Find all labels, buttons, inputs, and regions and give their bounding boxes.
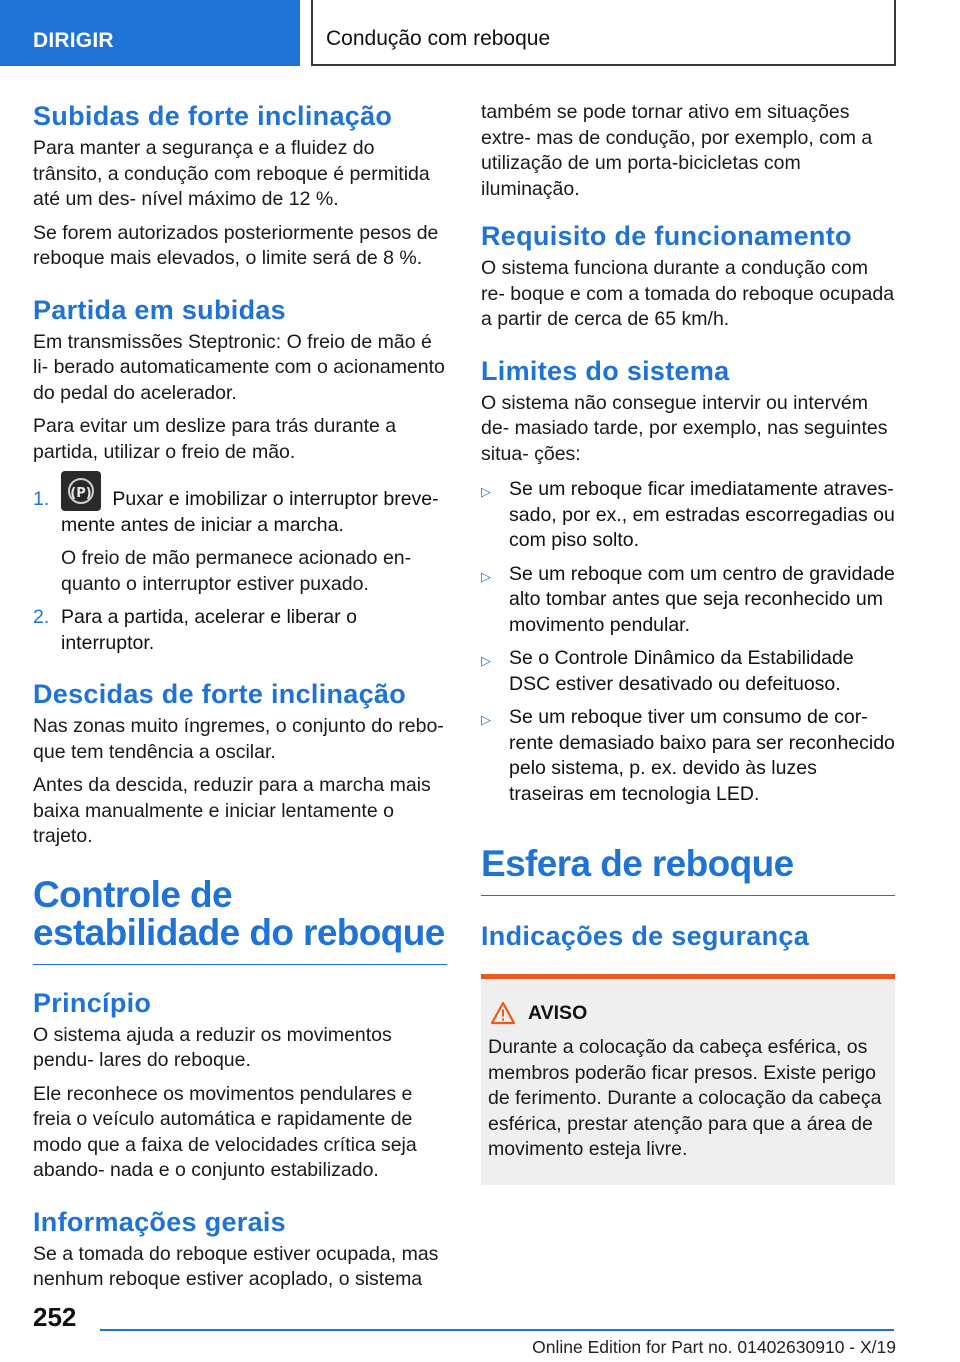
list-item-text: Se um reboque tiver um consumo de cor‐ rente demasiado baixo para ser reconhecido pelo sistema, p. ex. devido às luzes traseiras em tecnologia LED. [509,706,895,805]
step-text: Para a partida, acelerar e liberar o interruptor. [61,606,357,654]
step-number: 1. [33,488,50,510]
paragraph: Nas zonas muito íngremes, o conjunto do rebo‐ que tem tendência a oscilar. [33,715,444,763]
warning-triangle-icon [490,1001,516,1025]
step-text: Puxar e imobilizar o interruptor breve‐ mente antes de iniciar a marcha. [61,488,439,536]
paragraph: O sistema não consegue intervir ou intervém de‐ masiado tarde, por exemplo, nas seguintes situa‐ ções: [481,391,888,465]
triangle-bullet-icon: ▷ [481,568,491,584]
triangle-bullet-icon: ▷ [481,653,491,668]
parking-brake-icon: (P) [61,471,101,511]
paragraph: também se pode tornar ativo em situações extre‐ mas de condução, por exemplo, com a utilização de um porta-bicicletas com iluminação. [481,101,873,200]
list-item [481,705,895,807]
step-item [33,487,447,538]
right-column [481,100,895,1185]
heading-esfera: Esfera de reboque [481,845,895,896]
step-subtext: O freio de mão permanece acionado en‐ quanto o interruptor estiver puxado. [61,547,412,595]
heading-partida: Partida em subidas [33,294,286,325]
heading-principio: Princípio [33,987,152,1018]
header-title: Condução com reboque [326,27,551,50]
paragraph: Ele reconhece os movimentos pendulares e freia o veículo automática e rapidamente de modo que a faixa de velocidades crítica seja abando‐ nada e o conjunto estabilizado. [33,1082,417,1181]
list-item [481,562,895,639]
page-number: 252 [33,1302,77,1332]
warning-box [481,974,895,1185]
triangle-bullet-icon: ▷ [481,484,491,499]
list-item-text: Se um reboque com um centro de gravidade alto tombar antes que seja reconhecido um movimento pendular. [509,562,895,636]
step-number: 2. [33,606,50,628]
heading-indicacoes: Indicações de segurança [481,921,810,951]
paragraph: O sistema funciona durante a condução com re‐ boque e com a tomada do reboque ocupada a partir de cerca de 65 km/h. [481,257,895,330]
step-item [33,605,447,656]
header-section-tab [0,0,300,66]
paragraph: Se forem autorizados posteriormente pesos de reboque mais elevados, o limite será de 8 %. [33,221,439,269]
list-item [481,477,895,554]
footer-edition: Online Edition for Part no. 01402630910 - X/19 [532,1337,896,1357]
warning-header [490,1001,887,1025]
left-column [33,100,447,1301]
heading-controle: Controle de estabilidade do reboque [33,876,447,965]
paragraph: Antes da descida, reduzir para a marcha mais baixa manualmente e iniciar lentamente o trajeto. [33,774,431,847]
footer-divider [100,1329,894,1331]
list-item-text: Se o Controle Dinâmico da Estabilidade DSC estiver desativado ou defeituoso. [509,647,854,695]
list-item [481,646,895,697]
paragraph: Para evitar um deslize para trás durante a partida, utilizar o freio de mão. [33,415,397,463]
heading-requisito: Requisito de funcionamento [481,221,852,251]
warning-text: Durante a colocação da cabeça esférica, os membros poderão ficar presos. Existe perigo de ferimento. Durante a colocação da cabeça esférica, prestar atenção para que a área de movimento esteja livre. [488,1036,882,1160]
heading-descidas: Descidas de forte inclinação [33,679,407,709]
paragraph: Para manter a segurança e a fluidez do trânsito, a condução com reboque é permitida até um des‐ nível máximo de 12 %. [33,137,430,210]
list-item-text: Se um reboque ficar imediatamente atraves‐ sado, por ex., em estradas escorregadias ou com piso solto. [509,478,895,551]
header-section-label: DIRIGIR [33,29,114,52]
paragraph: O sistema ajuda a reduzir os movimentos pendu‐ lares do reboque. [33,1023,392,1071]
paragraph: Em transmissões Steptronic: O freio de mão é li‐ berado automaticamente com o acionamento do pedal do acelerador. [33,330,445,404]
triangle-bullet-icon: ▷ [481,712,491,727]
heading-info: Informações gerais [33,1206,287,1237]
paragraph: Se a tomada do reboque estiver ocupada, mas nenhum reboque estiver acoplado, o sistema [33,1242,439,1290]
heading-limites: Limites do sistema [481,355,730,386]
heading-subidas: Subidas de forte inclinação [33,101,393,131]
warning-title: AVISO [528,1001,588,1024]
header-title-box [311,0,896,66]
